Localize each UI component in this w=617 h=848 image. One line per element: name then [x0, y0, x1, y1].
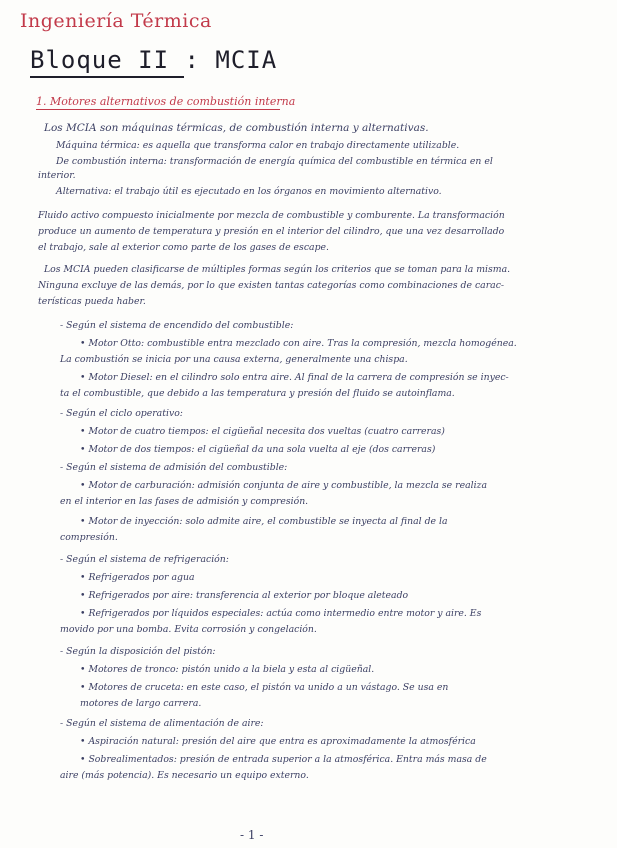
section-title: 1. Motores alternativos de combustión interna [36, 95, 296, 108]
list-item: • Motor de inyección: solo admite aire, el combustible se inyecta al final de la [80, 516, 448, 527]
list-item: ta el combustible, que debido a las temperatura y presión del fluido se autoinflama. [60, 388, 455, 399]
list-item: motores de largo carrera. [80, 698, 202, 709]
list-item: • Aspiración natural: presión del aire que entra es aproximadamente la atmosférica [80, 736, 476, 747]
list-heading: - Según el sistema de alimentación de aire: [60, 718, 264, 729]
list-item: • Motor de cuatro tiempos: el cigüeñal necesita dos vueltas (cuatro carreras) [80, 426, 445, 437]
list-item: compresión. [60, 532, 118, 543]
text-line: el trabajo, sale al exterior como parte de los gases de escape. [38, 242, 329, 253]
list-item: • Motor Otto: combustible entra mezclado con aire. Tras la compresión, mezcla homogénea. [80, 338, 517, 349]
list-item: La combustión se inicia por una causa externa, generalmente una chispa. [60, 354, 408, 365]
text-line: produce un aumento de temperatura y presión en el interior del cilindro, que una vez desarrollado [38, 226, 505, 237]
text-line: terísticas pueda haber. [38, 296, 146, 307]
list-item: movido por una bomba. Evita corrosión y congelación. [60, 624, 317, 635]
list-item: • Motor de carburación: admisión conjunta de aire y combustible, la mezcla se realiza [80, 480, 487, 491]
list-item: en el interior en las fases de admisión y compresión. [60, 496, 309, 507]
page-number: - 1 - [240, 828, 264, 842]
list-item: • Motores de cruceta: en este caso, el pistón va unido a un vástago. Se usa en [80, 682, 449, 693]
text-line: Máquina térmica: es aquella que transforma calor en trabajo directamente utilizable. [56, 140, 460, 151]
subject-heading: Ingeniería Térmica [20, 10, 212, 32]
list-heading: - Según la disposición del pistón: [60, 646, 216, 657]
list-item: • Refrigerados por líquidos especiales: actúa como intermedio entre motor y aire. Es [80, 608, 482, 619]
list-item: • Motor de dos tiempos: el cigüeñal da una sola vuelta al eje (dos carreras) [80, 444, 436, 455]
list-heading: - Según el sistema de refrigeración: [60, 554, 229, 565]
list-heading: - Según el ciclo operativo: [60, 408, 183, 419]
list-heading: - Según el sistema de encendido del combustible: [60, 320, 294, 331]
list-item: • Motor Diesel: en el cilindro solo entra aire. Al final de la carrera de compresión se inyec- [80, 372, 509, 383]
text-line: Los MCIA pueden clasificarse de múltiples formas según los criterios que se toman para la misma. [44, 264, 511, 275]
list-item: aire (más potencia). Es necesario un equipo externo. [60, 770, 309, 781]
text-line: Ninguna excluye de las demás, por lo que existen tantas categorías como combinaciones de carac- [38, 280, 505, 291]
list-heading: - Según el sistema de admisión del combustible: [60, 462, 288, 473]
list-item: • Motores de tronco: pistón unido a la biela y esta al cigüeñal. [80, 664, 375, 675]
text-line: Los MCIA son máquinas térmicas, de combustión interna y alternativas. [44, 122, 429, 134]
text-line: De combustión interna: transformación de energía química del combustible en térmica en el [56, 156, 493, 167]
block-title: Bloque II : MCIA [30, 46, 278, 74]
text-line: Fluido activo compuesto inicialmente por mezcla de combustible y comburente. La transformación [38, 210, 505, 221]
list-item: • Refrigerados por aire: transferencia al exterior por bloque aleteado [80, 590, 409, 601]
text-line: Alternativa: el trabajo útil es ejecutado en los órganos en movimiento alternativo. [56, 186, 442, 197]
text-line: interior. [38, 170, 76, 181]
list-item: • Sobrealimentados: presión de entrada superior a la atmosférica. Entra más masa de [80, 754, 487, 765]
section-title-underline [36, 109, 280, 110]
list-item: • Refrigerados por agua [80, 572, 195, 583]
block-title-underline [30, 76, 184, 78]
